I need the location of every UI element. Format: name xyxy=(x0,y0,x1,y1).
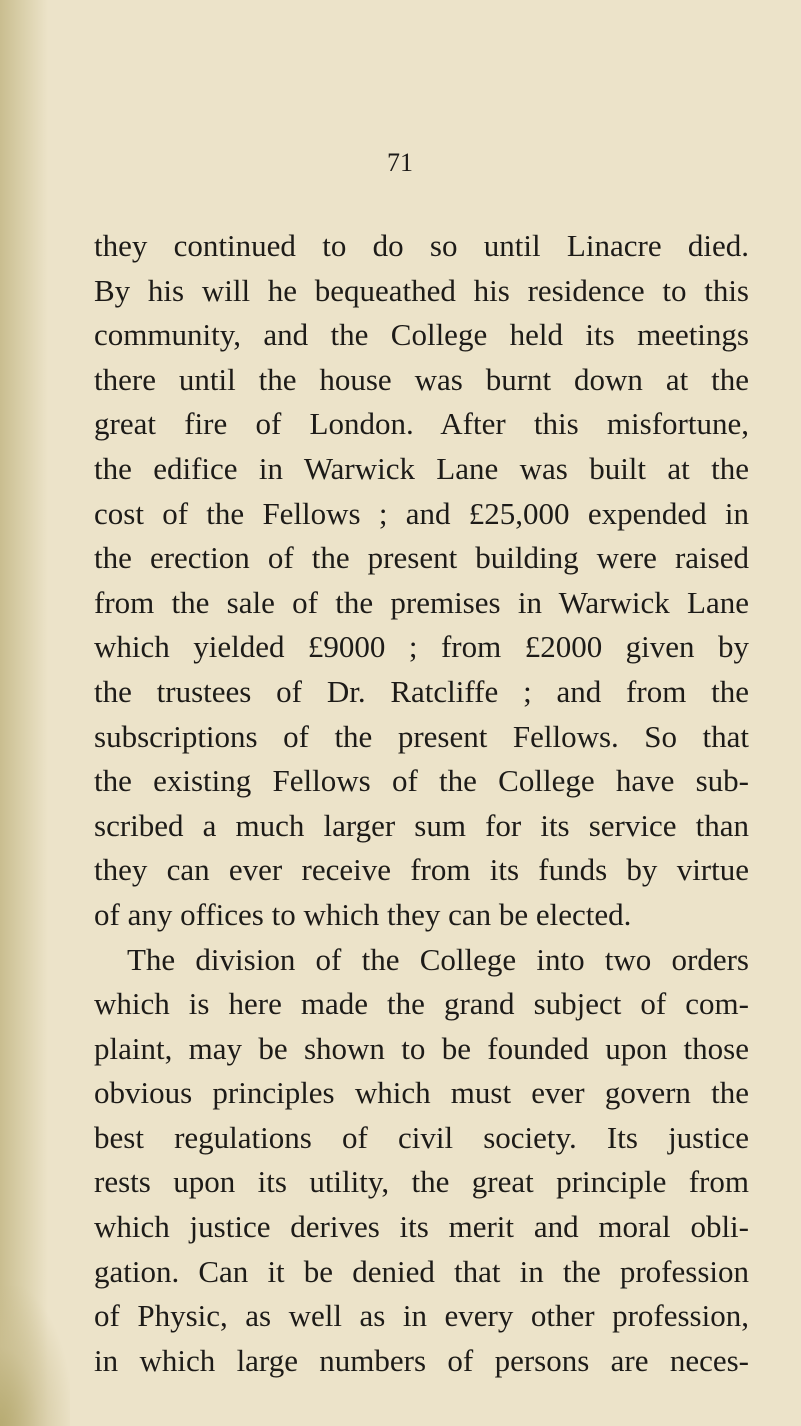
text-line: which is here made the grand subject of com- xyxy=(94,986,749,1022)
text-line: from the sale of the premises in Warwick Lane xyxy=(94,584,749,620)
text-line: obvious principles which must ever govern the xyxy=(94,1075,749,1111)
page-number: 71 xyxy=(387,148,413,177)
text-line: best regulations of civil society. Its justice xyxy=(94,1119,749,1155)
text-line: community, and the College held its meetings xyxy=(94,317,749,353)
text-line: By his will he bequeathed his residence to this xyxy=(94,272,749,308)
text-line: subscriptions of the present Fellows. So that xyxy=(94,718,749,754)
text-line: they continued to do so until Linacre died. xyxy=(94,228,749,263)
text-line: great fire of London. After this misfortune, xyxy=(94,406,749,442)
text-line: the existing Fellows of the College have sub- xyxy=(94,763,749,799)
text-line-paragraph-end: of any offices to which they can be elected. xyxy=(94,896,632,932)
body-text xyxy=(94,224,749,1383)
text-line: of Physic, as well as in every other profession, xyxy=(94,1298,749,1334)
page-edge-shadow xyxy=(0,0,48,1426)
text-line: the erection of the present building were raised xyxy=(94,540,749,576)
text-line: cost of the Fellows ; and £25,000 expended in xyxy=(94,495,749,531)
text-line: they can ever receive from its funds by virtue xyxy=(94,852,749,888)
text-line: there until the house was burnt down at the xyxy=(94,361,749,397)
text-line: gation. Can it be denied that in the profession xyxy=(94,1253,749,1289)
text-line: which justice derives its merit and moral obli- xyxy=(94,1209,749,1245)
text-line: rests upon its utility, the great principle from xyxy=(94,1164,749,1200)
text-line: the trustees of Dr. Ratcliffe ; and from the xyxy=(94,673,749,709)
text-line: which yielded £9000 ; from £2000 given by xyxy=(94,629,749,665)
text-line: the edifice in Warwick Lane was built at the xyxy=(94,450,749,486)
text-line: scribed a much larger sum for its service than xyxy=(94,807,749,843)
text-line: plaint, may be shown to be founded upon those xyxy=(94,1030,749,1066)
page-corner-stain xyxy=(0,1286,70,1426)
text-line-paragraph-start: The division of the College into two orders xyxy=(127,941,749,977)
text-line: in which large numbers of persons are neces- xyxy=(94,1342,749,1378)
